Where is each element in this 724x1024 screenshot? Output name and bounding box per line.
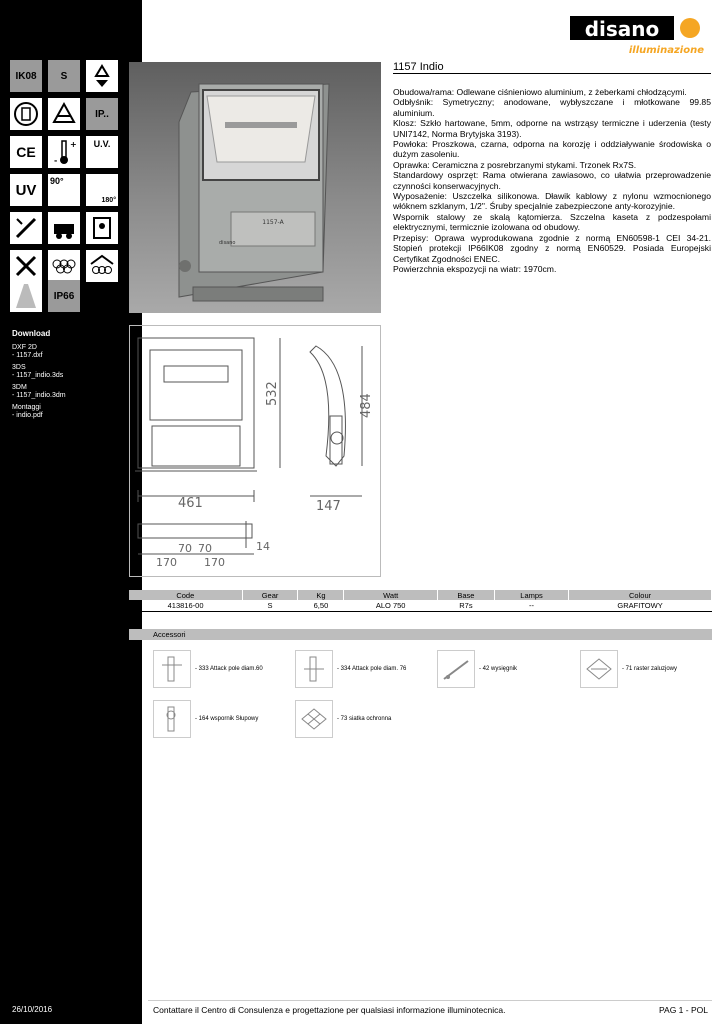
accessory-label: - 71 raster zaluzjowy [622, 666, 678, 672]
desc-lampholder: Oprawka: Ceramiczna z posrebrzanymi stykami. Trzonek Rx7S. [393, 159, 637, 170]
header-kg: Kg [298, 590, 344, 600]
download-3ds-file[interactable]: - 1157_indio.3ds [12, 372, 64, 379]
download-dxf-title: DXF 2D [12, 344, 37, 351]
dim-70-b: 70 [198, 542, 212, 555]
header-lamps: Lamps [494, 590, 568, 600]
imq-mark-icon [10, 98, 42, 130]
download-3ds-title: 3DS [12, 364, 26, 371]
tilt-90-icon [48, 174, 80, 206]
download-dxf-file[interactable]: - 1157.dxf [12, 352, 43, 359]
page-number: PAG 1 - POL [659, 1005, 708, 1015]
download-montaggi-file[interactable]: - indio.pdf [12, 412, 43, 419]
brand-logo [570, 10, 704, 56]
svg-text:-: - [54, 156, 58, 165]
ip66-label: IP66 [53, 290, 75, 302]
download-3dm-title: 3DM [12, 384, 27, 391]
brand-name: disano [584, 17, 660, 41]
accessory-label: - 73 siatka ochronna [337, 716, 392, 722]
technical-drawing [129, 325, 381, 577]
desc-bracket: Wspornik stalowy ze skalą kątomierza. Szczelna kaseta z podzespołami elektrycznymi, termicznie izolowana od obudowy. [393, 211, 711, 233]
spec-table [129, 590, 712, 612]
cell-code: 413816-00 [129, 600, 242, 612]
product-title: 1157 Indio [393, 61, 444, 73]
cell-lamps: -- [494, 600, 568, 612]
desc-housing: Obudowa/rama: Odlewane ciśnieniowo aluminium, z żeberkami chłodzącymi. [393, 87, 687, 97]
dim-170-a: 170 [156, 556, 177, 569]
spec-table-header [129, 590, 712, 600]
uv-protection-label: U.V. [93, 139, 111, 149]
ik08-icon [10, 60, 42, 92]
accessory-pole-60-image [153, 650, 191, 688]
table-row [129, 600, 712, 612]
enec-mark-icon [48, 98, 80, 130]
accessory-louvre-image [580, 650, 618, 688]
accessory-item[interactable] [295, 650, 435, 690]
accessory-pole-76-image [295, 650, 333, 688]
download-3ds[interactable] [12, 364, 132, 380]
dim-height-front: 532 [265, 381, 280, 406]
accessory-bracket-image [437, 650, 475, 688]
cell-gear: S [242, 600, 298, 612]
download-3dm-file[interactable]: - 1157_indio.3dm [12, 392, 66, 399]
parking-icon [86, 212, 118, 244]
motor-icon [48, 212, 80, 244]
header-colour: Colour [569, 590, 712, 600]
desc-wind-area: Powierzchnia ekspozycji na wiatr: 1970cm. [393, 263, 557, 274]
svg-text:+: + [70, 140, 77, 149]
download-heading: Download [12, 329, 51, 338]
dim-depth-side: 147 [316, 499, 341, 514]
uv-resistant-icon [10, 174, 42, 206]
cell-base: R7s [437, 600, 494, 612]
accessory-item[interactable] [580, 650, 720, 690]
accessories-heading: Accessori [129, 629, 712, 640]
footer-date: 26/10/2016 [12, 1005, 53, 1014]
sidebar [0, 0, 142, 1024]
dim-width-front: 461 [178, 496, 203, 511]
dim-70-a: 70 [178, 542, 192, 555]
dim-170-b: 170 [204, 556, 225, 569]
photo-brand-plate: disano [219, 240, 236, 246]
desc-coating: Powłoka: Proszkowa, czarna, odporna na korozję i oddziaływanie środowiska o dużym zasoleniu. [393, 139, 711, 160]
accessory-label: - 334 Attack pole diam. 76 [337, 666, 407, 672]
download-montaggi[interactable] [12, 404, 132, 420]
title-divider [393, 73, 711, 74]
accessory-label: - 333 Attack pole diam.60 [195, 666, 263, 672]
footer-contact-text: Contattare il Centro di Consulenza e progettazione per qualsiasi informazione illuminotecnica. [153, 1005, 506, 1015]
cell-watt: ALO 750 [344, 600, 437, 612]
desc-standards: Przepisy: Oprawa wyprodukowana zgodnie z normą EN60598-1 CEI 34-21. Stopień protekcji IP66IK08 zgodny z normą EN60529. Posiada Europejski Certyfikat Zgodności ENEC. [393, 232, 711, 264]
olympic-rings-icon [48, 250, 80, 282]
header-gear: Gear [242, 590, 298, 600]
accessory-label: - 42 wysięgnik [479, 666, 518, 672]
accessory-item[interactable] [437, 650, 577, 690]
footer-divider [148, 1000, 712, 1001]
tilt-90-label: 90° [50, 176, 64, 186]
product-photo [129, 62, 381, 313]
tools-icon [10, 250, 42, 282]
s-class-label: S [60, 70, 68, 82]
download-section [12, 330, 132, 424]
uv-resistant-label: UV [15, 181, 37, 199]
brand-sub: illuminazione [628, 45, 704, 56]
olympic-house-icon [86, 250, 118, 282]
accessory-item[interactable] [295, 700, 435, 740]
dim-height-side: 484 [359, 393, 374, 418]
ip66-icon [48, 280, 80, 312]
accessory-item[interactable] [153, 700, 293, 740]
s-class-icon [48, 60, 80, 92]
desc-reflector: Odbłyśnik: Symetryczny; anodowane, wybłyszczane i młotkowane 99.85 aluminium. [393, 97, 711, 118]
thermometer-icon [48, 136, 80, 168]
accessory-label: - 164 wspornik Słupowy [195, 716, 259, 722]
accessory-pole-bracket-image [153, 700, 191, 738]
rotation-180-icon [86, 174, 118, 206]
ce-label: CE [16, 144, 36, 160]
desc-fittings: Wyposażenie: Uszczelka silikonowa. Dławik kablowy z nylonu wzmocnionego włóknem szklanym, 1/2". Śruby specjalnie zabezpieczone anty-korozyjnie. [393, 191, 711, 212]
cell-colour: GRAFITOWY [569, 600, 712, 612]
header-code: Code [129, 590, 242, 600]
dim-14: 14 [256, 540, 270, 553]
ce-mark-icon [10, 136, 42, 168]
installation-icon [10, 212, 42, 244]
desc-standard-equipment: Standardowy osprzęt: Rama otwierana zawiasowo, co ułatwia przeprowadzenie czynności konserwacyjnych. [393, 170, 711, 191]
product-description [393, 87, 711, 274]
desc-diffuser: Klosz: Szkło hartowane, 5mm, odporne na wstrząsy termiczne i uderzenia (testy UNI7142, Norma Brytyjska 3193). [393, 118, 711, 139]
ip-icon [86, 98, 118, 130]
cell-kg: 6,50 [298, 600, 344, 612]
photo-label-plate: 1157-A [262, 219, 284, 226]
header-watt: Watt [344, 590, 437, 600]
ik08-label: IK08 [15, 70, 37, 82]
recycle-icon [86, 60, 118, 92]
ip-label: IP.. [95, 108, 109, 120]
accessory-item[interactable] [153, 650, 293, 690]
header-base: Base [437, 590, 494, 600]
light-beam-icon [10, 280, 42, 312]
rotation-180-label: 180° [101, 197, 116, 204]
download-dxf[interactable] [12, 344, 132, 360]
download-montaggi-title: Montaggi [12, 404, 41, 411]
download-3dm[interactable] [12, 384, 132, 400]
uv-protection-icon [86, 136, 118, 168]
accessory-grid-image [295, 700, 333, 738]
